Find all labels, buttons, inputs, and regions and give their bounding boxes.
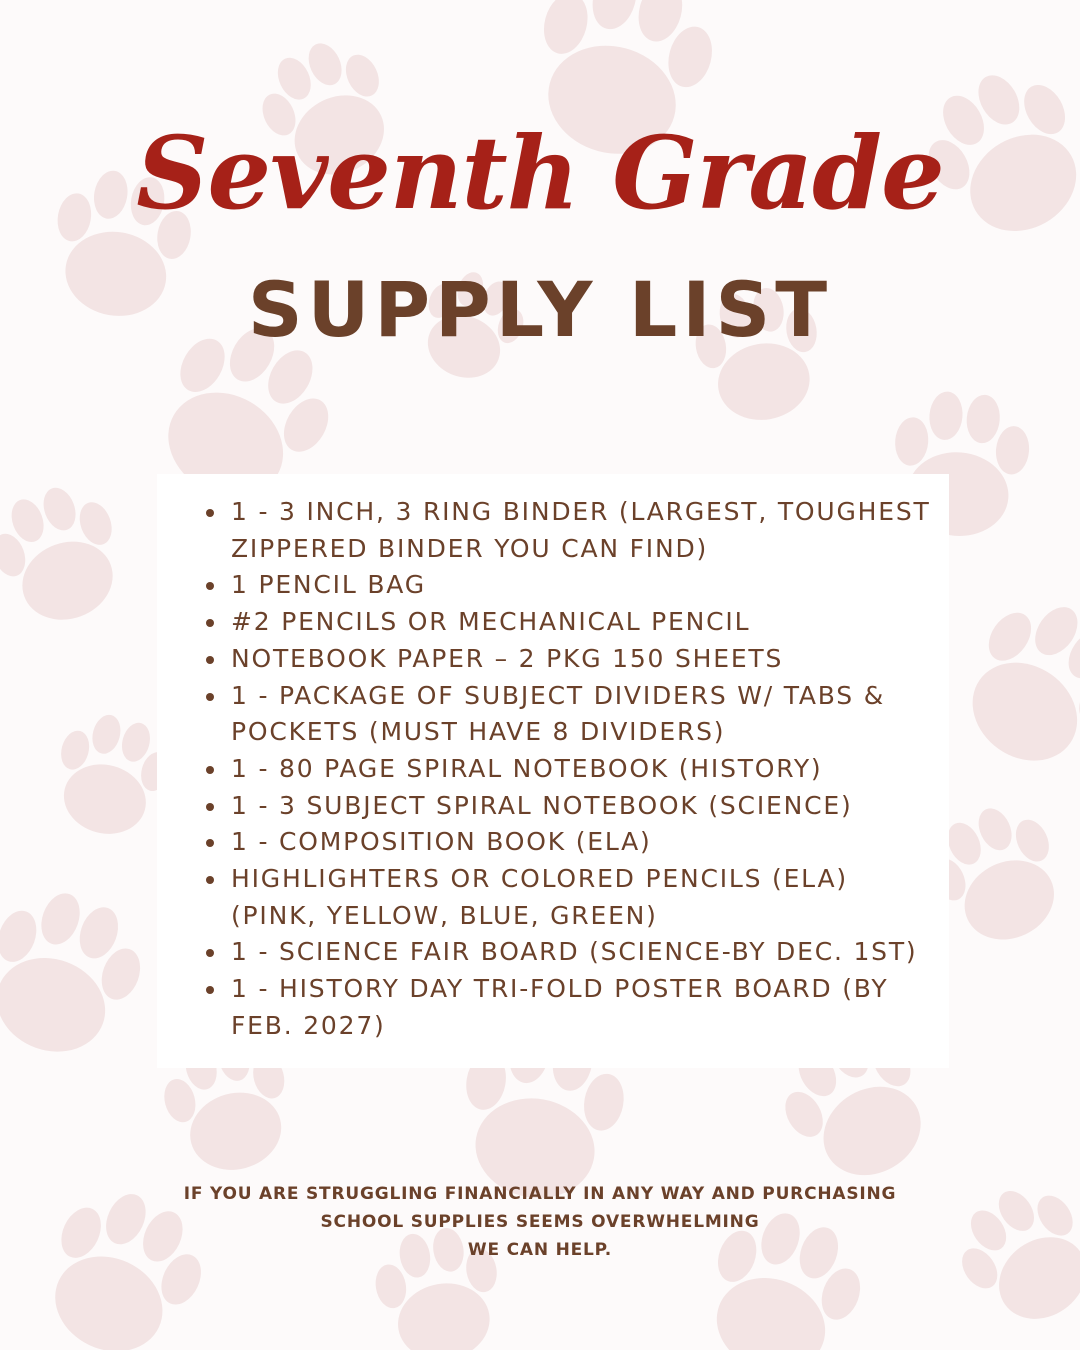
supply-item: 1 - PACKAGE OF SUBJECT DIVIDERS W/ TABS & POCKETS (MUST HAVE 8 DIVIDERS) [204, 678, 940, 751]
supply-item: 1 - COMPOSITION BOOK (ELA) [204, 824, 940, 861]
supply-item: NOTEBOOK PAPER – 2 PKG 150 SHEETS [204, 641, 940, 678]
supply-list [204, 494, 940, 1045]
supply-item: 1 - SCIENCE FAIR BOARD (SCIENCE-BY DEC. 1ST) [204, 934, 940, 971]
supply-item: 1 PENCIL BAG [204, 567, 940, 604]
supply-item: 1 - 80 PAGE SPIRAL NOTEBOOK (HISTORY) [204, 751, 940, 788]
paw-print-icon [0, 876, 158, 1073]
help-message: IF YOU ARE STRUGGLING FINANCIALLY IN ANY WAY AND PURCHASING SCHOOL SUPPLIES SEEMS OVERWHELMING WE CAN HELP. [183, 1184, 897, 1260]
supply-item: #2 PENCILS OR MECHANICAL PENCIL [204, 604, 940, 641]
supply-item: 1 - 3 SUBJECT SPIRAL NOTEBOOK (SCIENCE) [204, 788, 940, 825]
page-title: Seventh Grade [136, 114, 944, 232]
supply-item: HIGHLIGHTERS OR COLORED PENCILS (ELA) (PINK, YELLOW, BLUE, GREEN) [204, 861, 940, 934]
paw-print-icon [0, 473, 138, 637]
supply-item: 1 - HISTORY DAY TRI-FOLD POSTER BOARD (BY FEB. 2027) [204, 971, 940, 1044]
page-subtitle: SUPPLY LIST [247, 265, 833, 354]
supply-item: 1 - 3 INCH, 3 RING BINDER (LARGEST, TOUGHEST ZIPPERED BINDER YOU CAN FIND) [204, 494, 940, 567]
paw-print-icon [939, 579, 1080, 791]
